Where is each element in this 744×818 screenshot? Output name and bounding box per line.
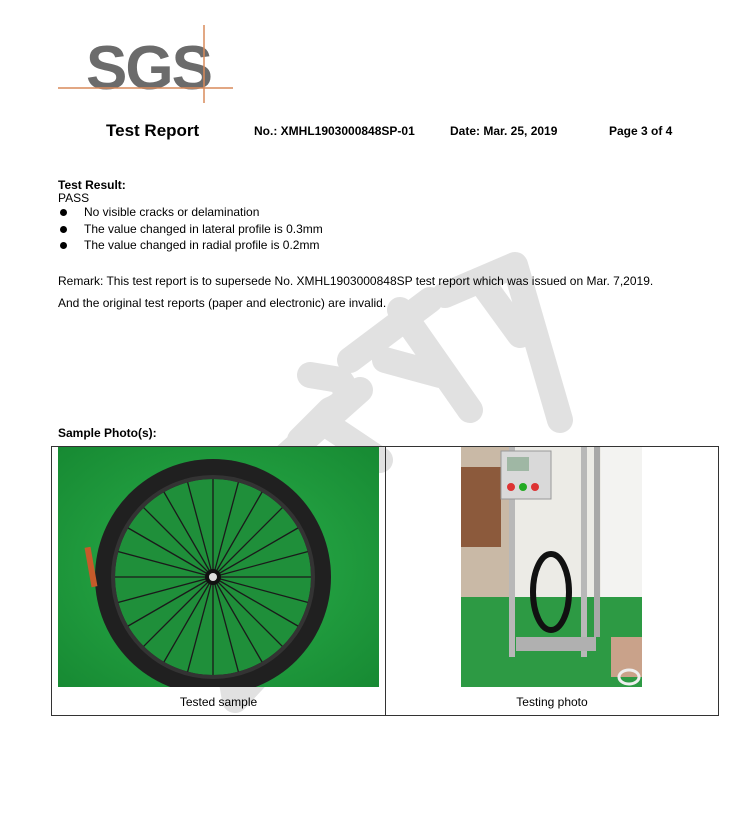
sgs-logo — [58, 25, 233, 105]
remark-line-2: And the original test reports (paper and electronic) are invalid. — [58, 296, 387, 310]
result-item — [58, 205, 259, 219]
page-number: Page 3 of 4 — [609, 124, 673, 138]
result-item — [58, 238, 319, 252]
report-number: No.: XMHL1903000848SP-01 — [254, 124, 415, 138]
report-title: Test Report — [106, 121, 200, 140]
bullet-icon — [60, 226, 67, 233]
testing-photo — [461, 447, 642, 687]
caption-tested-sample: Tested sample — [179, 695, 258, 709]
caption-testing-photo: Testing photo — [516, 695, 588, 709]
remark-line-1: Remark: This test report is to supersede No. XMHL1903000848SP test report which was issued on Mar. 7,2019. — [58, 274, 654, 288]
sample-photos-label: Sample Photo(s): — [58, 426, 157, 440]
result-item-text: The value changed in radial profile is 0.2mm — [84, 238, 320, 252]
test-result-label: Test Result: — [58, 178, 126, 192]
result-item — [58, 222, 323, 236]
bullet-icon — [60, 242, 67, 249]
svg-text:SGS: SGS — [86, 34, 211, 103]
report-date: Date: Mar. 25, 2019 — [450, 124, 558, 138]
bullet-icon — [60, 209, 67, 216]
tested-sample-photo — [58, 447, 379, 687]
table-divider — [385, 446, 386, 716]
test-result-value: PASS — [58, 191, 90, 205]
result-item-text: The value changed in lateral profile is 0.3mm — [84, 222, 323, 236]
result-item-text: No visible cracks or delamination — [84, 205, 260, 219]
